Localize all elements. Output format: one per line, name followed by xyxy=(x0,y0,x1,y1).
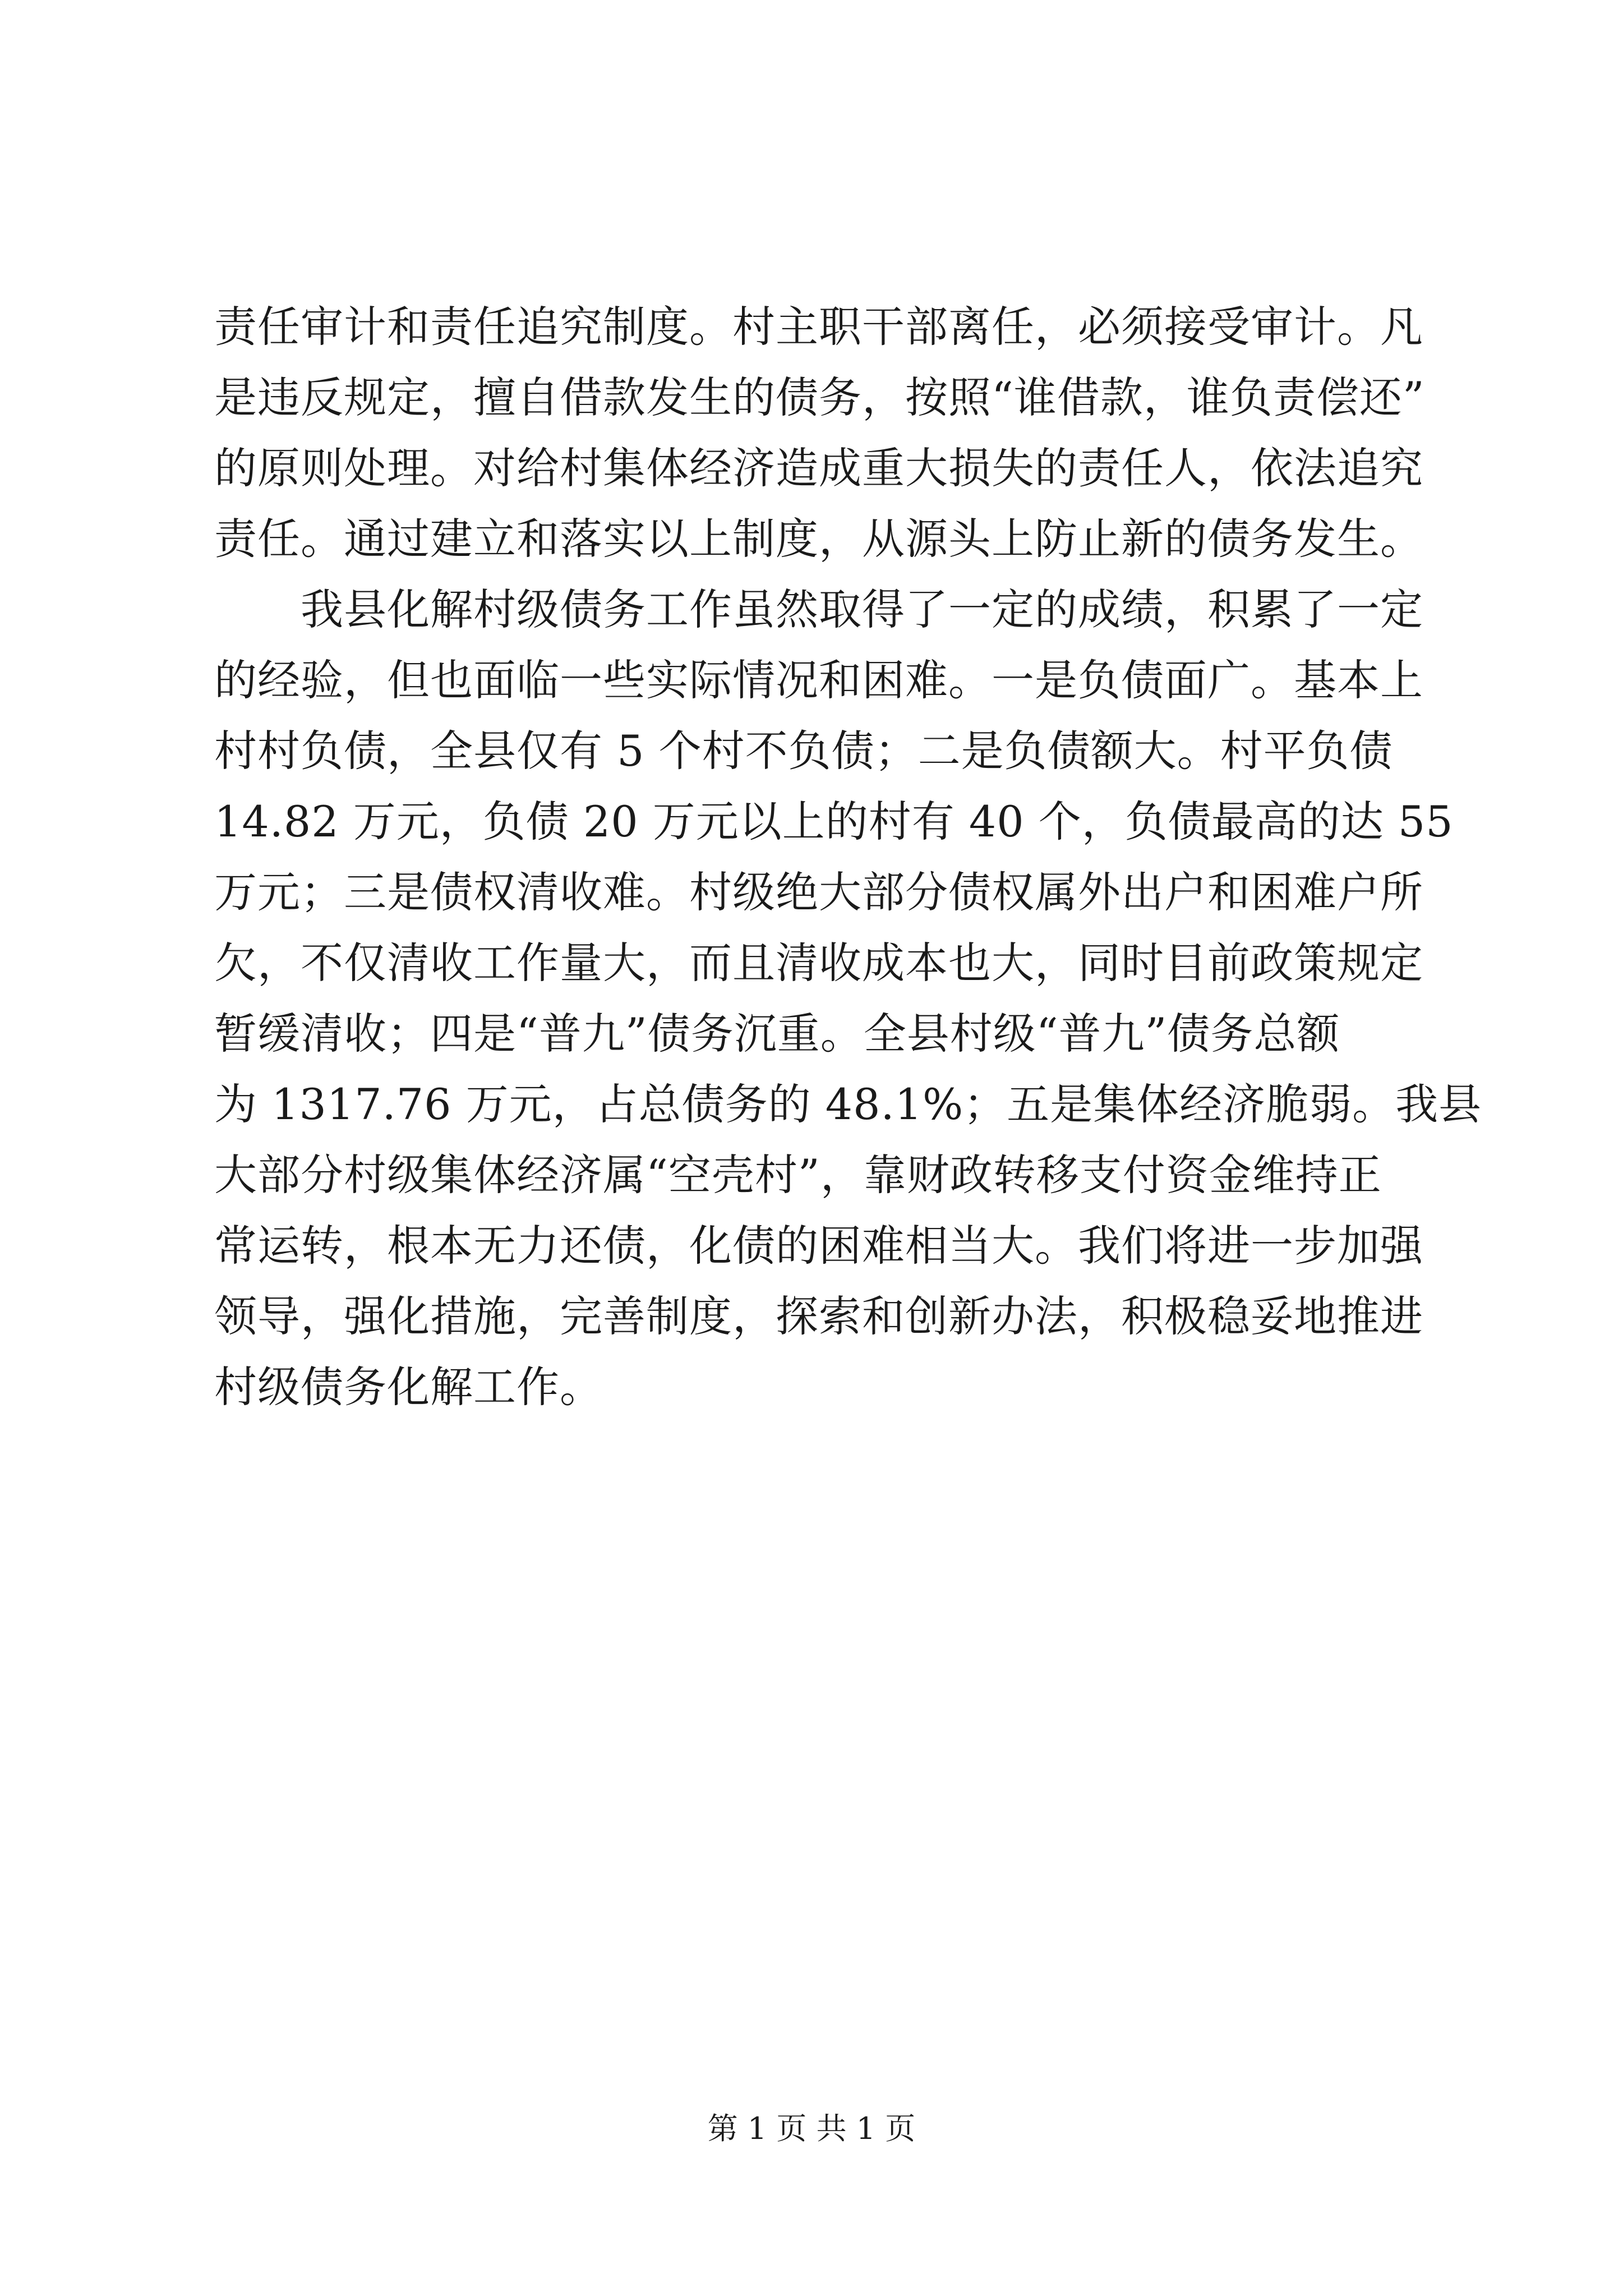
text-line: 暂缓清收；四是“普九”债务沉重。全县村级“普九”债务总额 xyxy=(214,1009,1340,1059)
text-line: 为 1317.76 万元，占总债务的 48.1%；五是集体经济脆弱。我县 xyxy=(214,1079,1482,1129)
text-line: 领导，强化措施，完善制度，探索和创新办法，积极稳妥地推进 xyxy=(214,1291,1423,1341)
text-line: 村级债务化解工作。 xyxy=(214,1362,603,1412)
page-number-footer: 第 1 页 共 1 页 xyxy=(707,2111,916,2146)
text-line: 14.82 万元，负债 20 万元以上的村有 40 个，负债最高的达 55 xyxy=(214,797,1454,846)
text-line: 大部分村级集体经济属“空壳村”，靠财政转移支付资金维持正 xyxy=(214,1150,1382,1200)
text-line: 的经验，但也面临一些实际情况和困难。一是负债面广。基本上 xyxy=(214,655,1423,705)
text-line: 责任。通过建立和落实以上制度，从源头上防止新的债务发生。 xyxy=(214,514,1423,564)
text-line: 万元；三是债权清收难。村级绝大部分债权属外出户和困难户所 xyxy=(214,867,1423,917)
text-line: 是违反规定，擅自借款发生的债务，按照“谁借款，谁负责偿还” xyxy=(214,372,1425,422)
document-body xyxy=(214,292,1482,1423)
text-line: 责任审计和责任追究制度。村主职干部离任，必须接受审计。凡 xyxy=(214,302,1423,352)
text-line: 村村负债，全县仅有 5 个村不负债；二是负债额大。村平负债 xyxy=(214,726,1393,776)
text-line: 常运转，根本无力还债，化债的困难相当大。我们将进一步加强 xyxy=(214,1221,1423,1271)
text-line: 的原则处理。对给村集体经济造成重大损失的责任人，依法追究 xyxy=(214,443,1423,493)
paragraph-start-line: 我县化解村级债务工作虽然取得了一定的成绩，积累了一定 xyxy=(214,585,1423,634)
text-line: 欠，不仅清收工作量大，而且清收成本也大，同时目前政策规定 xyxy=(214,938,1423,988)
